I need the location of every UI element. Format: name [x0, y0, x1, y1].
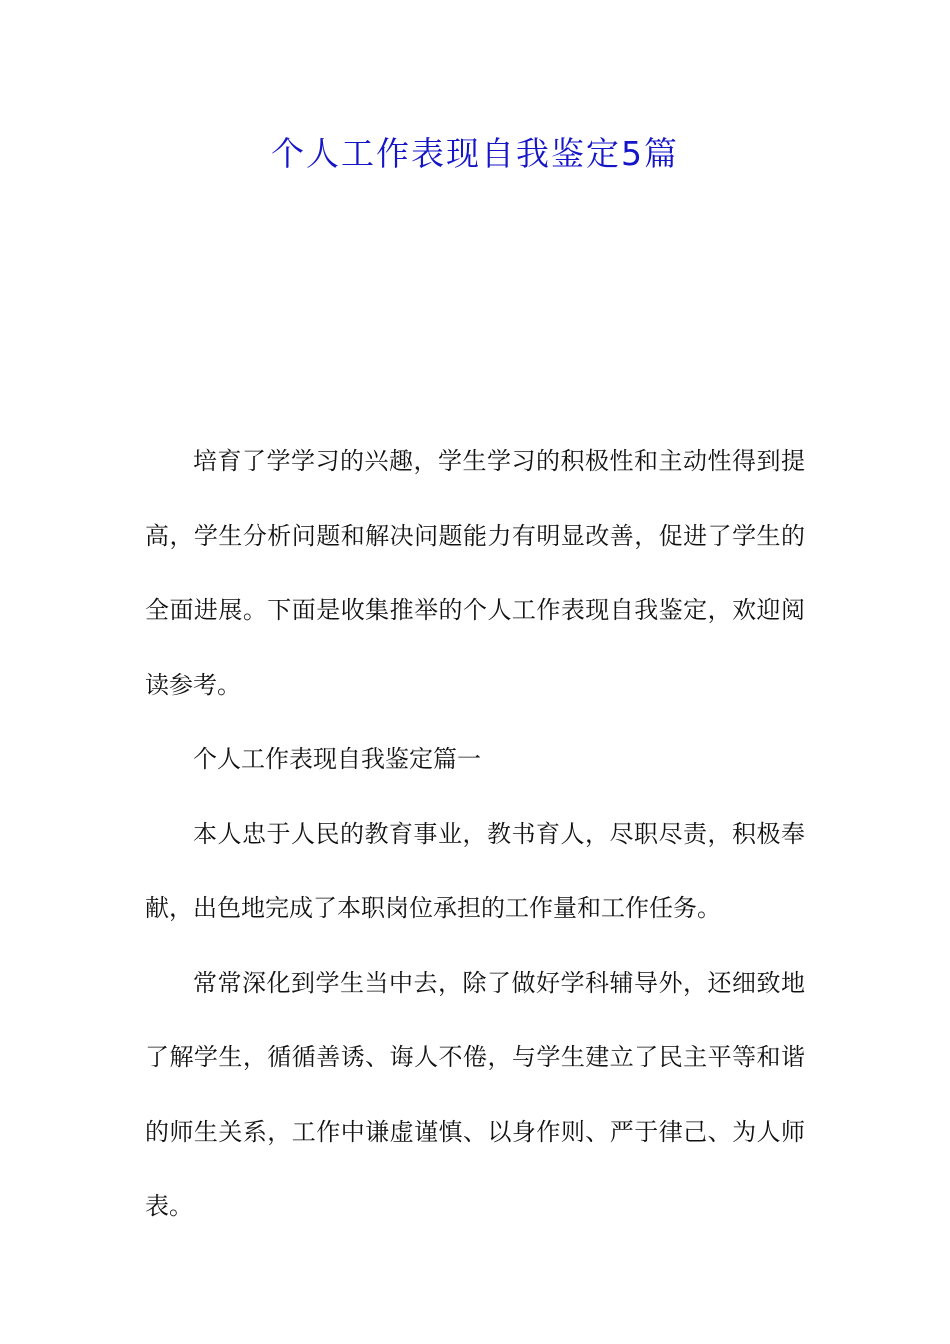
document-body [145, 424, 805, 1244]
section-heading-part-one: 个人工作表现自我鉴定篇一 [193, 745, 481, 773]
document-title: 个人工作表现自我鉴定5篇 [271, 134, 679, 173]
body-paragraph: 常常深化到学生当中去，除了做好学科辅导外，还细致地了解学生，循循善诱、诲人不倦，与学生建立了民主平等和谐的师生关系，工作中谦虚谨慎、以身作则、严于律己、为人师表。 [145, 968, 805, 1220]
intro-paragraph: 培育了学学习的兴趣，学生学习的积极性和主动性得到提高，学生分析问题和解决问题能力有明显改善，促进了学生的全面进展。下面是收集推举的个人工作表现自我鉴定，欢迎阅读参考。 [145, 447, 805, 699]
body-paragraph: 本人忠于人民的教育事业，教书育人，尽职尽责，积极奉献，出色地完成了本职岗位承担的工作量和工作任务。 [145, 819, 805, 922]
